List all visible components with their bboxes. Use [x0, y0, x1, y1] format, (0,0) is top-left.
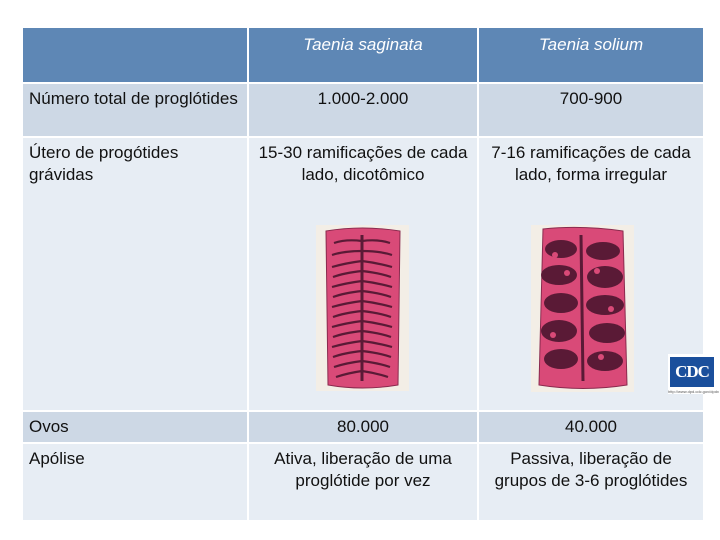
- table-row: [23, 412, 703, 442]
- cdc-logo: [668, 354, 718, 394]
- header-taenia-saginata: Taenia saginata: [249, 28, 477, 82]
- cdc-logo-url: http://www.dpd.cdc.gov/dpdx: [668, 389, 719, 394]
- cdc-logo-text: CDC: [670, 357, 714, 387]
- saginata-uterus: 15-30 ramificações de cada lado, dicotômico: [249, 138, 477, 410]
- table-row: [23, 84, 703, 136]
- header-taenia-solium: Taenia solium: [479, 28, 703, 82]
- row-label-eggs: Ovos: [23, 412, 247, 442]
- table-row: [23, 444, 703, 520]
- row-label-apolysis: Apólise: [23, 444, 247, 520]
- solium-proglottid-image: [531, 225, 634, 392]
- saginata-proglottid-count: 1.000-2.000: [249, 84, 477, 136]
- header-empty-cell: [23, 28, 247, 82]
- row-label-uterus: Útero de progótides grávidas: [23, 138, 247, 410]
- solium-uterus: 7-16 ramificações de cada lado, forma irregular: [479, 138, 703, 410]
- solium-eggs: 40.000: [479, 412, 703, 442]
- saginata-eggs: 80.000: [249, 412, 477, 442]
- row-label-proglottid-count: Número total de proglótides: [23, 84, 247, 136]
- table-header-row: [23, 28, 703, 82]
- solium-proglottid-count: 700-900: [479, 84, 703, 136]
- solium-apolysis: Passiva, liberação de grupos de 3-6 proglótides: [479, 444, 703, 520]
- saginata-proglottid-image: [316, 225, 409, 391]
- saginata-apolysis: Ativa, liberação de uma proglótide por vez: [249, 444, 477, 520]
